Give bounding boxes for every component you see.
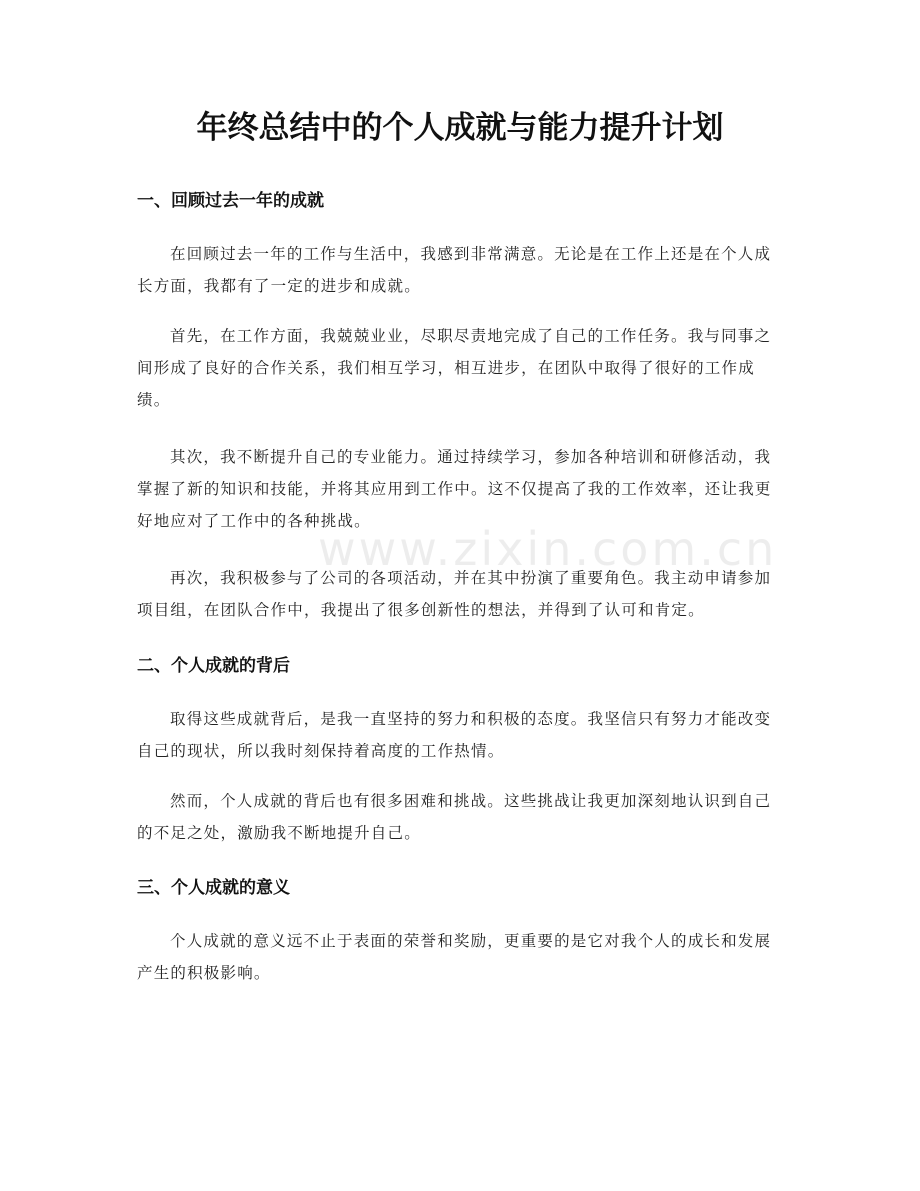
paragraph: 在回顾过去一年的工作与生活中，我感到非常满意。无论是在工作上还是在个人成长方面，我都有了一定的进步和成就。 <box>137 245 772 295</box>
paragraph: 再次，我积极参与了公司的各项活动，并在其中扮演了重要角色。我主动申请参加项目组，在团队合作中，我提出了很多创新性的想法，并得到了认可和肯定。 <box>137 569 772 619</box>
section-heading-1: 一、回顾过去一年的成就 <box>137 191 324 211</box>
document-title: 年终总结中的个人成就与能力提升计划 <box>196 110 724 146</box>
section-heading-3: 三、个人成就的意义 <box>137 878 290 898</box>
paragraph: 取得这些成就背后，是我一直坚持的努力和积极的态度。我坚信只有努力才能改变自己的现状，所以我时刻保持着高度的工作热情。 <box>137 710 772 760</box>
section-heading-2: 二、个人成就的背后 <box>137 656 290 676</box>
paragraph: 然而，个人成就的背后也有很多困难和挑战。这些挑战让我更加深刻地认识到自己的不足之处，激励我不断地提升自己。 <box>137 792 772 842</box>
paragraph: 个人成就的意义远不止于表面的荣誉和奖励，更重要的是它对我个人的成长和发展产生的积极影响。 <box>137 932 772 982</box>
paragraph: 首先，在工作方面，我兢兢业业，尽职尽责地完成了自己的工作任务。我与同事之间形成了良好的合作关系，我们相互学习，相互进步，在团队中取得了很好的工作成绩。 <box>137 327 772 409</box>
watermark: www.zixin.com.cn <box>318 522 778 576</box>
paragraph: 其次，我不断提升自己的专业能力。通过持续学习，参加各种培训和研修活动，我掌握了新的知识和技能，并将其应用到工作中。这不仅提高了我的工作效率，还让我更好地应对了工作中的各种挑战。 <box>137 448 772 530</box>
